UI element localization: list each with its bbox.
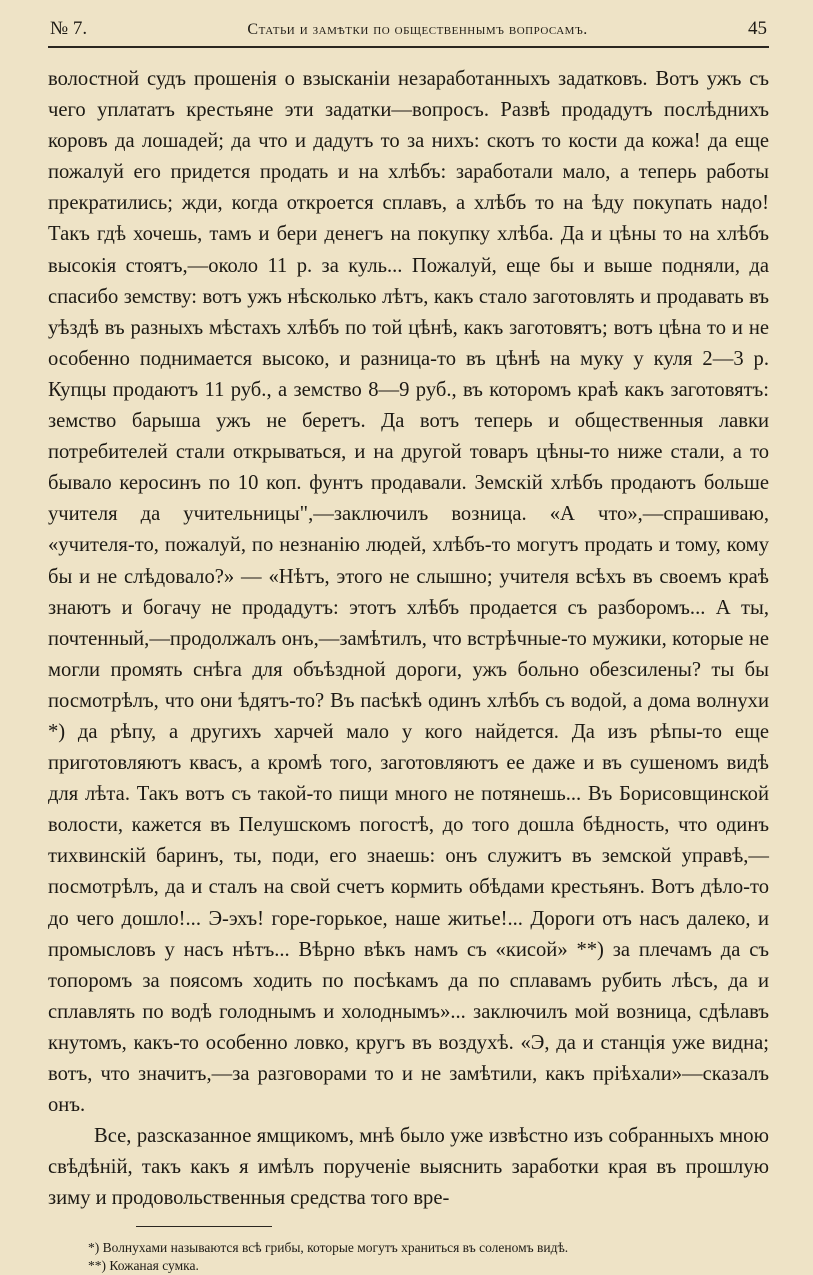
running-header bbox=[48, 18, 769, 48]
footnote: *) Волнухами называются всѣ грибы, которые могутъ храниться въ соленомъ видѣ. bbox=[88, 1240, 569, 1256]
footnote: **) Кожаная сумка. bbox=[88, 1258, 199, 1274]
footnotes bbox=[88, 1239, 769, 1275]
section-title: Статьи и замѣтки по общественнымъ вопросамъ. bbox=[247, 21, 588, 38]
footnote-divider bbox=[136, 1226, 272, 1227]
paragraph: волостной судъ прошенія о взысканіи незаработанныхъ задатковъ. Вотъ ужъ съ чего уплататъ крестьяне эти задатки—вопросъ. Развѣ продадутъ послѣднихъ коровъ да лошадей; да что и дадутъ то за нихъ: скотъ то кости да кожа! да еще пожалуй его придется продать и на хлѣбъ: заработали мало, а теперь работы прекратились; жди, когда откроется сплавъ, а хлѣбъ то на ѣду покупать надо! Такъ гдѣ хочешь, тамъ и бери денегъ на покупку хлѣба. Да и цѣны то на хлѣбъ высокія стоятъ,—около 11 р. за куль... Пожалуй, еще бы и выше подняли, да спасибо земству: вотъ ужъ нѣсколько лѣтъ, какъ стало заготовлять и продавать въ уѣздѣ въ разныхъ мѣстахъ хлѣбъ по той цѣнѣ, какъ заготовятъ; вотъ цѣна то и не особенно поднимается высоко, и разница-то въ цѣнѣ на муку у куля 2—3 р. Купцы продаютъ 11 руб., а земство 8—9 руб., въ которомъ краѣ какъ заготовятъ: земство барыша ужъ не беретъ. Да вотъ теперь и общественныя лавки потребителей стали открываться, и на другой товаръ цѣны-то ниже стали, а то бывало керосинъ по 10 коп. фунтъ продавали. Земскій хлѣбъ продаютъ больше учителя да учительницы",—заключилъ возница. «А что»,—спрашиваю, «учителя-то, пожалуй, по незнанію людей, хлѣбъ-то могутъ продать и тому, кому бы и не слѣдовало?» — «Нѣтъ, этого не слышно; учителя всѣхъ въ своемъ краѣ знаютъ и богачу не продадутъ: этотъ хлѣбъ продается съ разборомъ... А ты, почтенный,—продолжалъ онъ,—замѣтилъ, что встрѣчные-то мужики, которые не могли промять снѣга для объѣздной дороги, ужъ больно обезсилены? ты бы посмотрѣлъ, что они ѣдятъ-то? Въ пасѣкѣ одинъ хлѣбъ съ водой, а дома волнухи *) да рѣпу, а другихъ харчей мало у кого найдется. Да изъ рѣпы-то еще приготовляютъ квасъ, а кромѣ того, заготовляютъ ее даже и въ сушеномъ видѣ для лѣта. Такъ вотъ съ такой-то пищи много не потянешь... Въ Борисовщинской волости, кажется въ Пелушскомъ погостѣ, до того дошла бѣдность, что одинъ тихвинскій баринъ, ты, поди, его знаешь: онъ служитъ въ земской управѣ,—посмотрѣлъ, да и сталъ на свой счетъ кормить обѣдами крестьянъ. Вотъ дѣло-то до чего дошло!... Э-эхъ! горе-горькое, наше житье!... Дороги отъ насъ далеко, и промысловъ у насъ нѣтъ... Вѣрно вѣкъ намъ съ «кисой» **) за плечамъ да съ топоромъ за поясомъ ходить по посѣкамъ да по сплавамъ рубить лѣсъ, да и сплавлять по водѣ голоднымъ и холоднымъ»... заключилъ мой возница, сдѣлавъ кнутомъ, какъ-то особенно ловко, кругъ въ воздухѣ. «Э, да и станція уже видна; вотъ, что значитъ,—за разговорами то и не замѣтили, какъ пріѣхали»—сказалъ онъ. bbox=[48, 68, 769, 1117]
paragraph: Все, разсказанное ямщикомъ, мнѣ было уже извѣстно изъ собранныхъ мною свѣдѣній, такъ какъ я имѣлъ порученіе выяснить заработки края въ прошлую зиму и продовольственныя средства того вре- bbox=[48, 1125, 769, 1210]
page-number: 45 bbox=[747, 18, 767, 39]
issue-number: № 7. bbox=[50, 18, 88, 39]
body-text bbox=[48, 64, 769, 1214]
